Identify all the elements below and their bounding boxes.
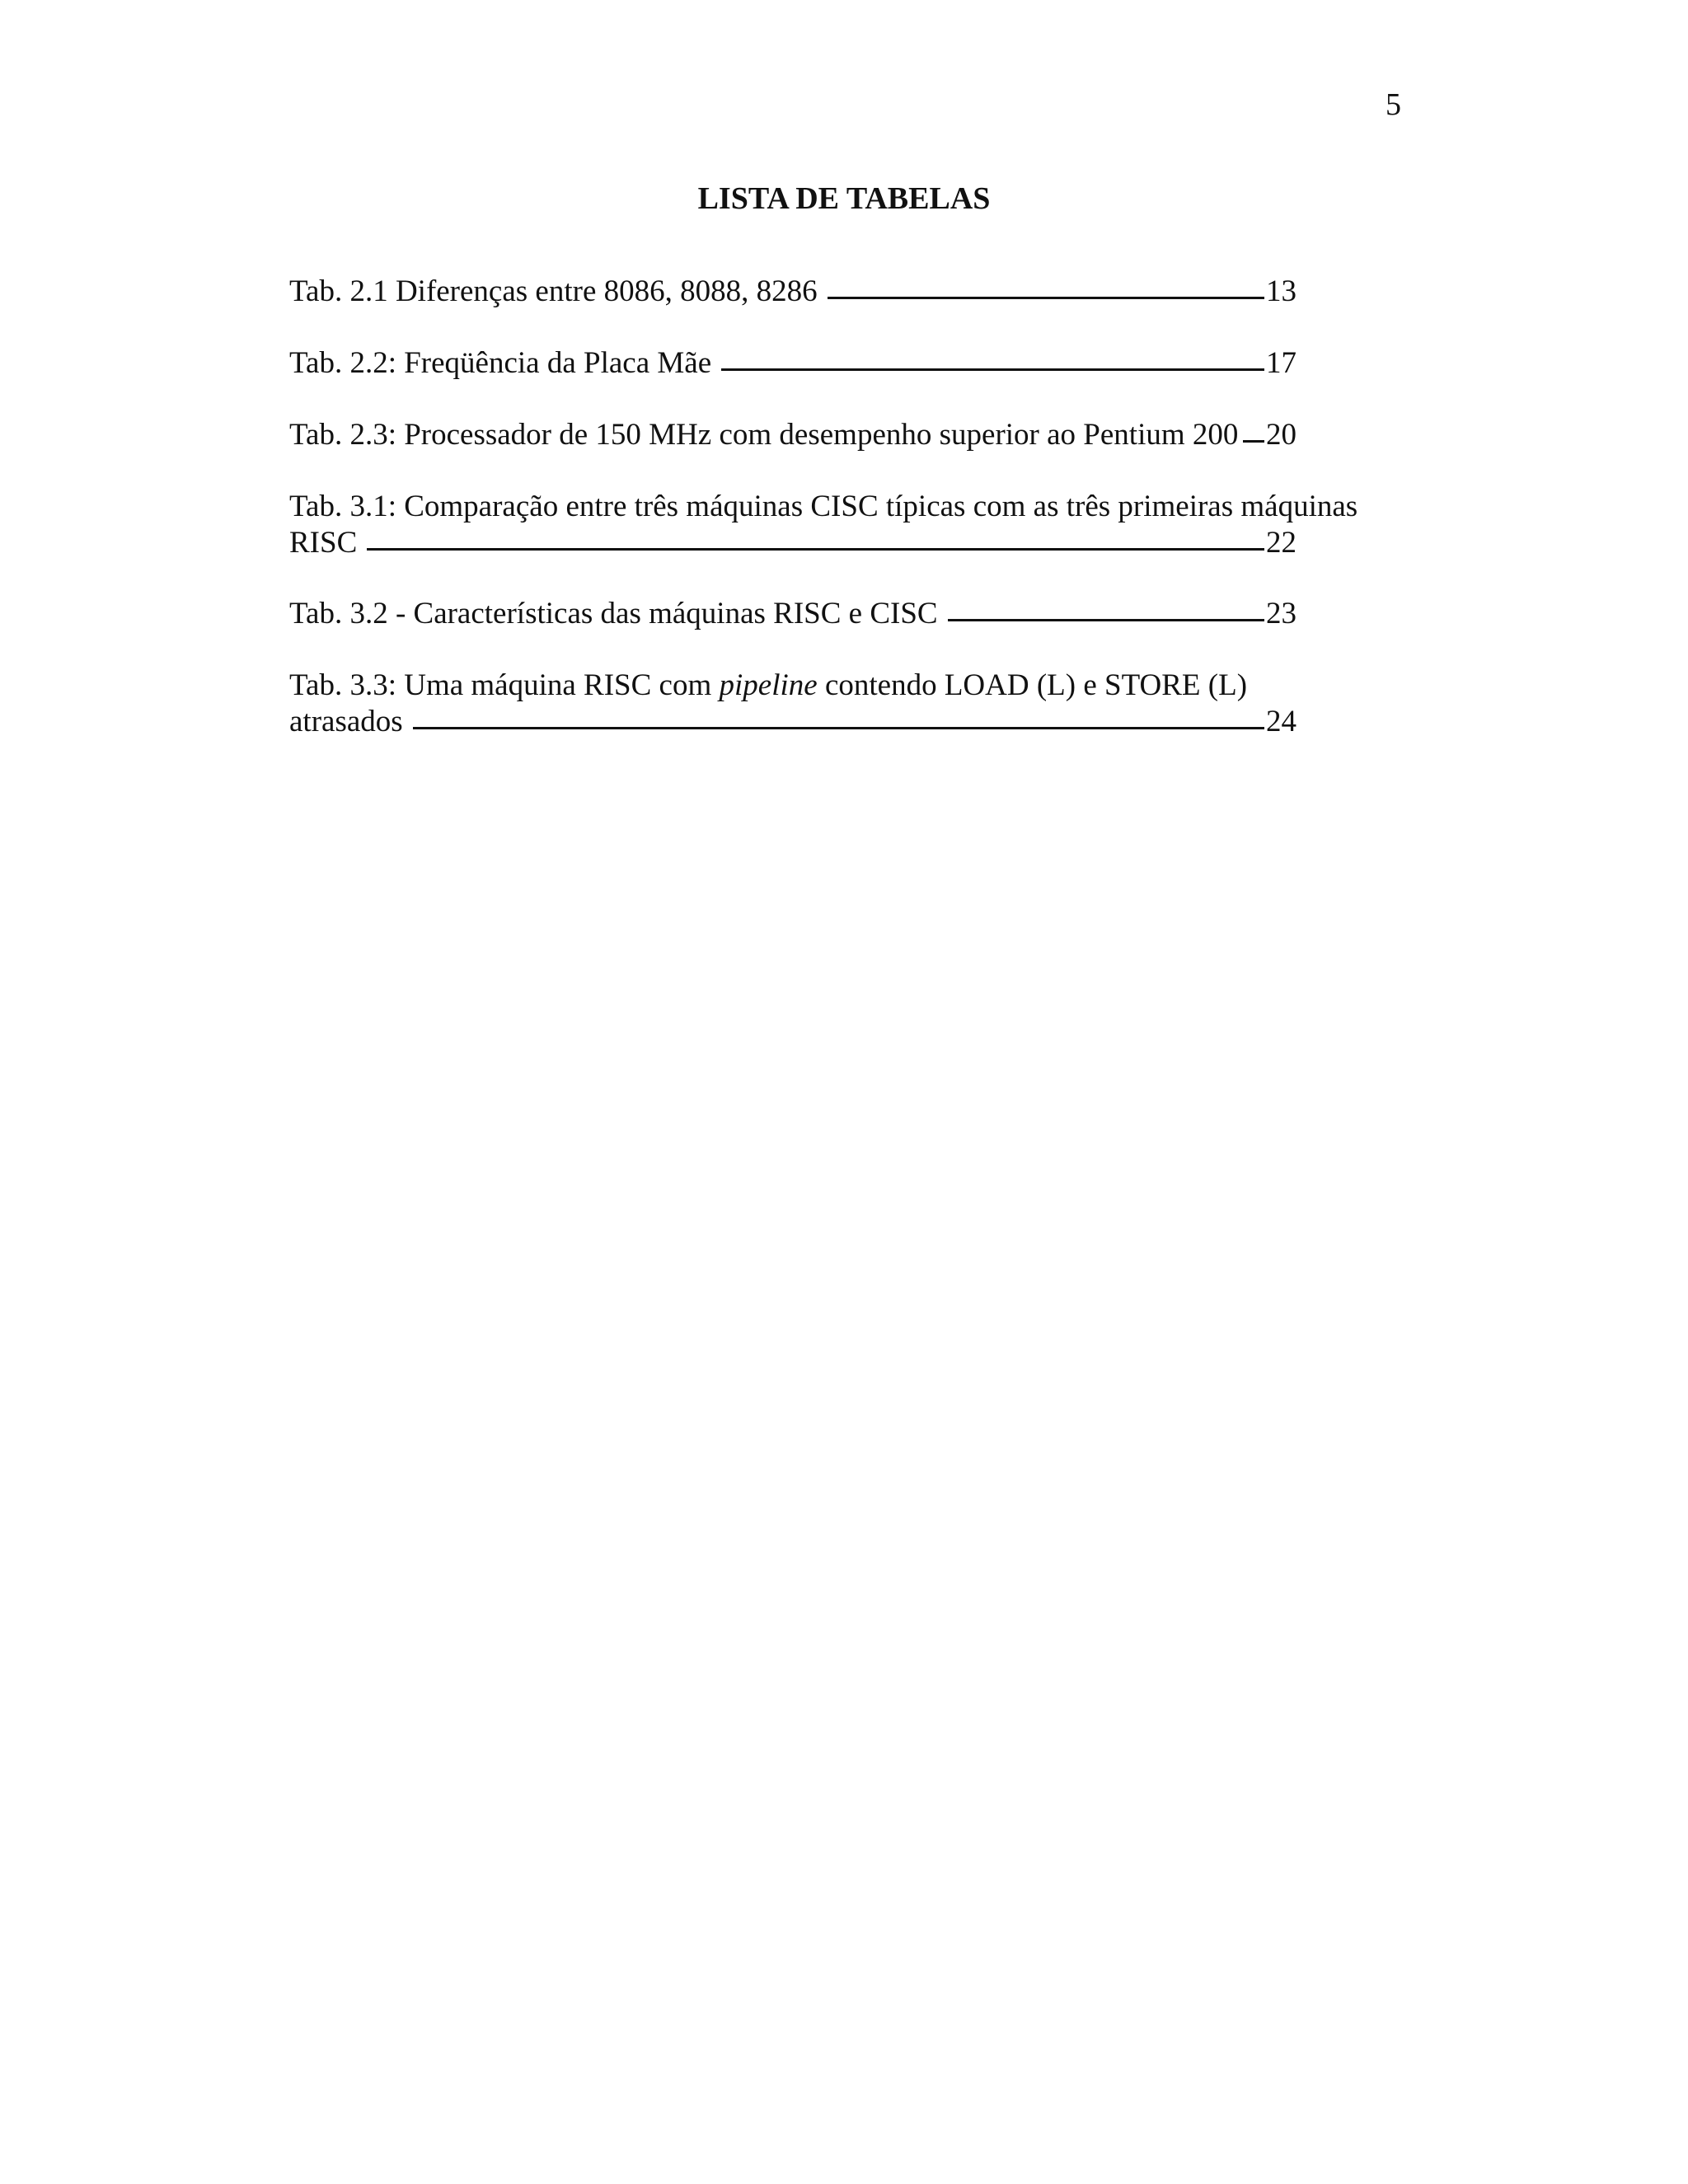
dot-leader — [721, 368, 1264, 371]
page-number: 5 — [1386, 87, 1401, 122]
list-item[interactable] — [289, 489, 1361, 561]
entry-page: 23 — [1266, 597, 1296, 630]
entry-text-line1: Tab. 3.3: Uma máquina RISC com pipeline contendo LOAD (L) e STORE (L) — [289, 668, 1248, 702]
entry-page: 22 — [1266, 526, 1296, 560]
list-item[interactable] — [289, 596, 1361, 632]
dot-leader — [367, 548, 1264, 551]
list-item[interactable] — [289, 417, 1361, 453]
list-item[interactable] — [289, 274, 1361, 310]
dot-leader — [948, 619, 1264, 621]
entry-text: Tab. 2.2: Freqüência da Placa Mãe — [289, 346, 712, 380]
entry-page: 24 — [1266, 705, 1296, 738]
entry-page: 20 — [1266, 418, 1296, 452]
entry-page: 17 — [1266, 346, 1296, 380]
list-item[interactable] — [289, 345, 1361, 382]
entry-text: Tab. 2.1 Diferenças entre 8086, 8088, 8286 — [289, 274, 818, 308]
entry-text-line1: Tab. 3.1: Comparação entre três máquinas CISC típicas com as três primeiras máquinas — [289, 490, 1358, 523]
dot-leader — [413, 727, 1264, 729]
entry-text: Tab. 2.3: Processador de 150 MHz com desempenho superior ao Pentium 200 — [289, 418, 1239, 452]
entry-text: Tab. 3.2 - Características das máquinas RISC e CISC — [289, 597, 938, 630]
page-title: LISTA DE TABELAS — [697, 181, 991, 216]
entry-text-line2: atrasados — [289, 705, 403, 738]
dot-leader — [828, 297, 1264, 299]
dot-leader — [1243, 440, 1264, 443]
list-item[interactable] — [289, 668, 1361, 740]
pipeline-term: pipeline — [719, 668, 818, 702]
entry-page: 13 — [1266, 274, 1296, 308]
entry-text-line2: RISC — [289, 526, 358, 560]
